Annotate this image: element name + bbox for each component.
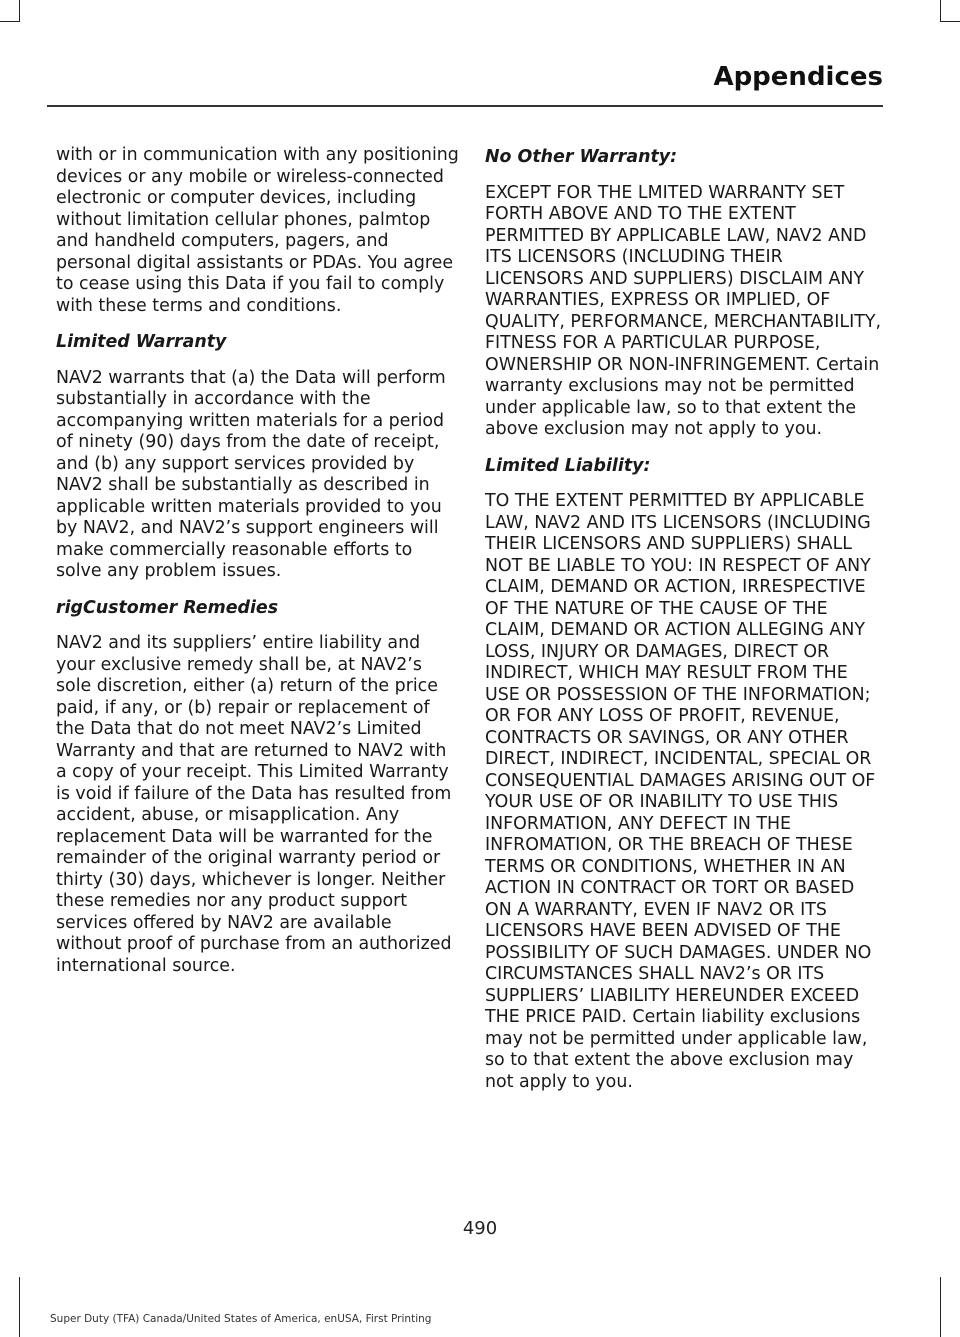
crop-mark-top-left-horizontal xyxy=(0,21,20,22)
page-number: 490 xyxy=(462,1218,498,1239)
page-title: Appendices xyxy=(713,62,883,92)
right-column xyxy=(485,147,885,1108)
no-other-warranty-paragraph: EXCEPT FOR THE LMITED WARRANTY SET FORTH ABOVE AND TO THE EXTENT PERMITTED BY APPLICABLE LAW, NAV2 AND ITS LICENSORS (INCLUDING THEIR LICENSORS AND SUPPLIERS) DISCLAIM ANY WARRANTIES, EXPRESS OR IMPLIED, OF QUALITY, PERFORMANCE, MERCHANTABILITY, FITNESS FOR A PARTICULAR PURPOSE, OWNERSHIP OR NON-INFRINGEMENT. Certain warranty exclusions may not be permitted under applicable law, so to that extent the above exclusion may not apply to you. xyxy=(485,182,882,439)
limited-liability-heading: Limited Liability: xyxy=(485,455,651,476)
crop-mark-top-left xyxy=(19,0,20,22)
crop-mark-top-right xyxy=(940,0,941,22)
crop-mark-bottom-left xyxy=(19,1277,20,1337)
left-column xyxy=(56,145,460,992)
customer-remedies-heading: rigCustomer Remedies xyxy=(56,597,279,618)
crop-mark-top-right-horizontal xyxy=(940,21,960,22)
limited-warranty-heading: Limited Warranty xyxy=(56,332,227,352)
intro-paragraph: with or in communication with any positioning devices or any mobile or wireless-connected electronic or computer devices, including without limitation cellular phones, palmtop and handheld computers, pagers, and personal digital assistants or PDAs. You agree to cease using this Data if you fail to comply with these terms and conditions. xyxy=(56,145,459,316)
header-divider xyxy=(47,105,883,107)
customer-remedies-paragraph: NAV2 and its suppliers’ entire liability and your exclusive remedy shall be, at NAV2’s sole discretion, either (a) return of the price paid, if any, or (b) repair or replacement of the Data that do not meet NAV2’s Limited Warranty and that are returned to NAV2 with a copy of your receipt. This Limited Warranty is void if failure of the Data has resulted from accident, abuse, or misapplication. Any replacement Data will be warranted for the remainder of the original warranty period or thirty (30) days, whichever is longer. Neither these remedies nor any product support services offered by NAV2 are available without proof of purchase from an authorized international source. xyxy=(56,633,452,976)
footer-text: Super Duty (TFA) Canada/United States of America, enUSA, First Printing xyxy=(50,1313,432,1325)
crop-mark-bottom-right xyxy=(940,1277,941,1337)
limited-warranty-paragraph: NAV2 warrants that (a) the Data will perform substantially in accordance with the accompanying written materials for a period of ninety (90) days from the date of receipt, and (b) any support services provided by NAV2 shall be substantially as described in applicable written materials provided to you by NAV2, and NAV2’s support engineers will make commercially reasonable efforts to solve any problem issues. xyxy=(56,367,446,581)
no-other-warranty-heading: No Other Warranty: xyxy=(485,147,678,167)
limited-liability-paragraph: TO THE EXTENT PERMITTED BY APPLICABLE LAW, NAV2 AND ITS LICENSORS (INCLUDING THEIR LICENSORS AND SUPPLIERS) SHALL NOT BE LIABLE TO YOU: IN RESPECT OF ANY CLAIM, DEMAND OR ACTION, IRRESPECTIVE OF THE NATURE OF THE CAUSE OF THE CLAIM, DEMAND OR ACTION ALLEGING ANY LOSS, INJURY OR DAMAGES, DIRECT OR INDIRECT, WHICH MAY RESULT FROM THE USE OR POSSESSION OF THE INFORMATION; OR FOR ANY LOSS OF PROFIT, REVENUE, CONTRACTS OR SAVINGS, OR ANY OTHER DIRECT, INDIRECT, INCIDENTAL, SPECIAL OR CONSEQUENTIAL DAMAGES ARISING OUT OF YOUR USE OF OR INABILITY TO USE THIS INFORMATION, ANY DEFECT IN THE INFROMATION, OR THE BREACH OF THESE TERMS OR CONDITIONS, WHETHER IN AN ACTION IN CONTRACT OR TORT OR BASED ON A WARRANTY, EVEN IF NAV2 OR ITS LICENSORS HAVE BEEN ADVISED OF THE POSSIBILITY OF SUCH DAMAGES. UNDER NO CIRCUMSTANCES SHALL NAV2’s OR ITS SUPPLIERS’ LIABILITY HEREUNDER EXCEED THE PRICE PAID. Certain liability exclusions may not be permitted under applicable law, so to that extent the above exclusion may not apply to you. xyxy=(485,491,876,1092)
